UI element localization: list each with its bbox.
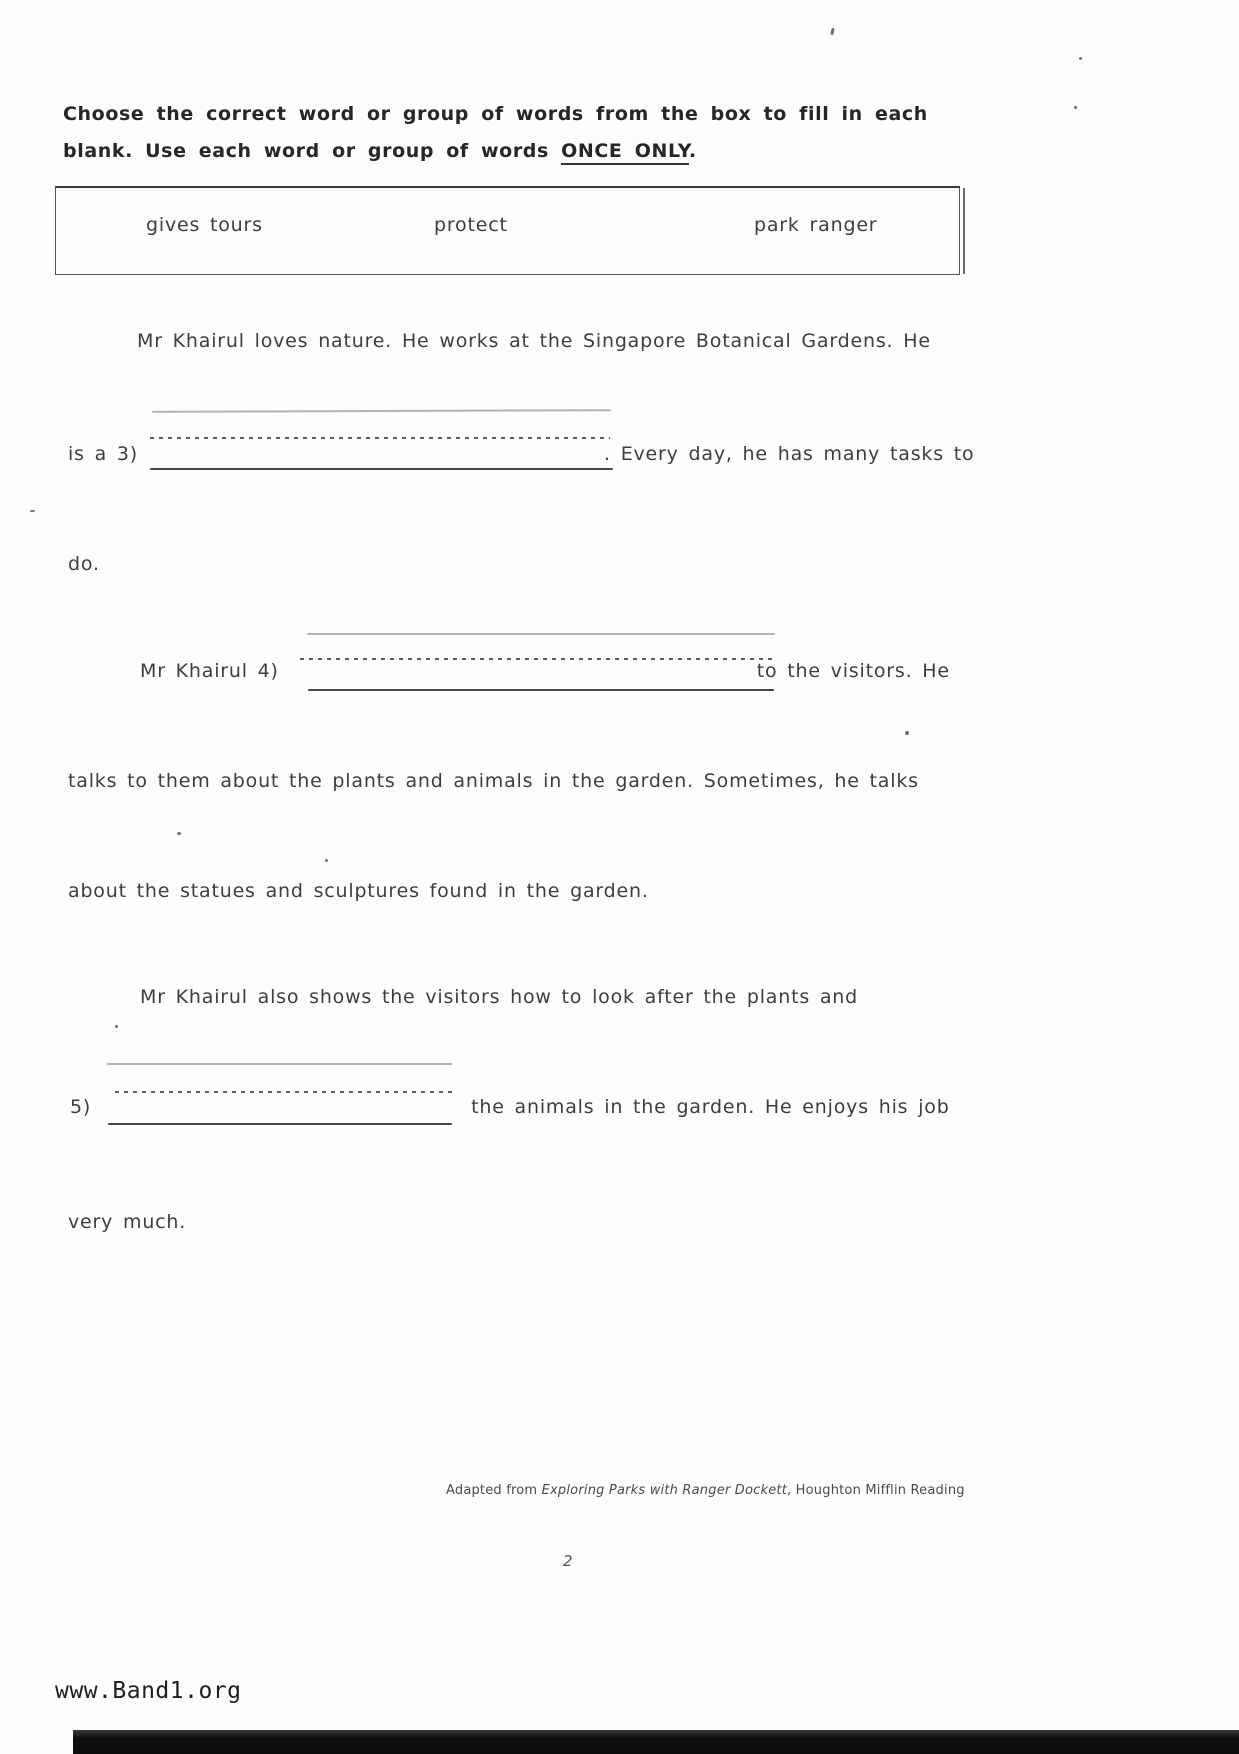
word-bank-item-protect: protect xyxy=(434,214,508,236)
citation-pre: Adapted from xyxy=(446,1483,542,1498)
blank-3-ghost-line xyxy=(152,409,611,413)
word-bank-box xyxy=(55,186,960,275)
word-bank-item-park-ranger: park ranger xyxy=(754,214,878,236)
passage-p1-line2-pre: is a 3) xyxy=(68,443,139,465)
scan-edge-line xyxy=(963,188,965,274)
scan-speck xyxy=(905,731,909,735)
scan-speck xyxy=(325,859,328,862)
website-label: www.Band1.org xyxy=(55,1678,242,1704)
blank-4-ghost-line xyxy=(307,633,775,635)
instructions-line-2 xyxy=(63,140,697,162)
scan-speck xyxy=(177,832,181,835)
passage-p3-line2 xyxy=(70,1096,950,1118)
passage-p1-line2 xyxy=(68,443,974,465)
blank-3-dotted-line xyxy=(150,437,610,439)
passage-p2-line1-pre: Mr Khairul 4) xyxy=(140,660,279,682)
page-number: 2 xyxy=(563,1552,573,1570)
passage-p3-line2-pre: 5) xyxy=(70,1096,92,1118)
passage-p1-line1: Mr Khairul loves nature. He works at the Singapore Botanical Gardens. He xyxy=(137,330,931,352)
citation-post: , Houghton Mifflin Reading xyxy=(787,1483,965,1498)
passage-p3-line2-post: the animals in the garden. He enjoys his job xyxy=(471,1096,950,1118)
passage-p2-line3: about the statues and sculptures found in the garden. xyxy=(68,880,649,902)
passage-p2-line1 xyxy=(140,660,950,682)
scan-bottom-bar xyxy=(73,1730,1239,1754)
blank-3-line xyxy=(150,468,613,470)
passage-p1-line3: do. xyxy=(68,553,100,575)
citation-book-title: Exploring Parks with Ranger Dockett xyxy=(541,1483,788,1498)
scan-speck xyxy=(1074,106,1077,109)
blank-3-field xyxy=(138,459,604,460)
blank-5-field xyxy=(91,1112,471,1113)
blank-5-dotted-line xyxy=(115,1091,453,1093)
passage-p2-line2: talks to them about the plants and animals in the garden. Sometimes, he talks xyxy=(68,770,919,792)
passage-p1-line2-post: . Every day, he has many tasks to xyxy=(604,443,975,465)
source-citation xyxy=(446,1483,965,1498)
passage-p3-line3: very much. xyxy=(68,1211,187,1233)
scan-speck xyxy=(1079,57,1082,60)
once-only-emphasis: ONCE ONLY xyxy=(561,140,689,165)
instructions-line-2-text: blank. Use each word or group of words xyxy=(63,140,562,162)
word-bank-item-gives-tours: gives tours xyxy=(146,214,263,236)
scan-speck xyxy=(115,1025,118,1028)
instructions-line-2-period: . xyxy=(688,140,697,162)
blank-4-line xyxy=(308,689,774,691)
scan-speck xyxy=(830,28,834,35)
blank-5-line xyxy=(108,1123,452,1125)
blank-4-field xyxy=(279,676,757,677)
blank-5-ghost-line xyxy=(107,1063,452,1065)
scan-speck xyxy=(30,510,35,512)
passage-p3-line1: Mr Khairul also shows the visitors how to look after the plants and xyxy=(140,986,859,1008)
passage-p2-line1-post: to the visitors. He xyxy=(756,660,950,682)
instructions-line-1: Choose the correct word or group of words from the box to fill in each xyxy=(63,103,928,125)
